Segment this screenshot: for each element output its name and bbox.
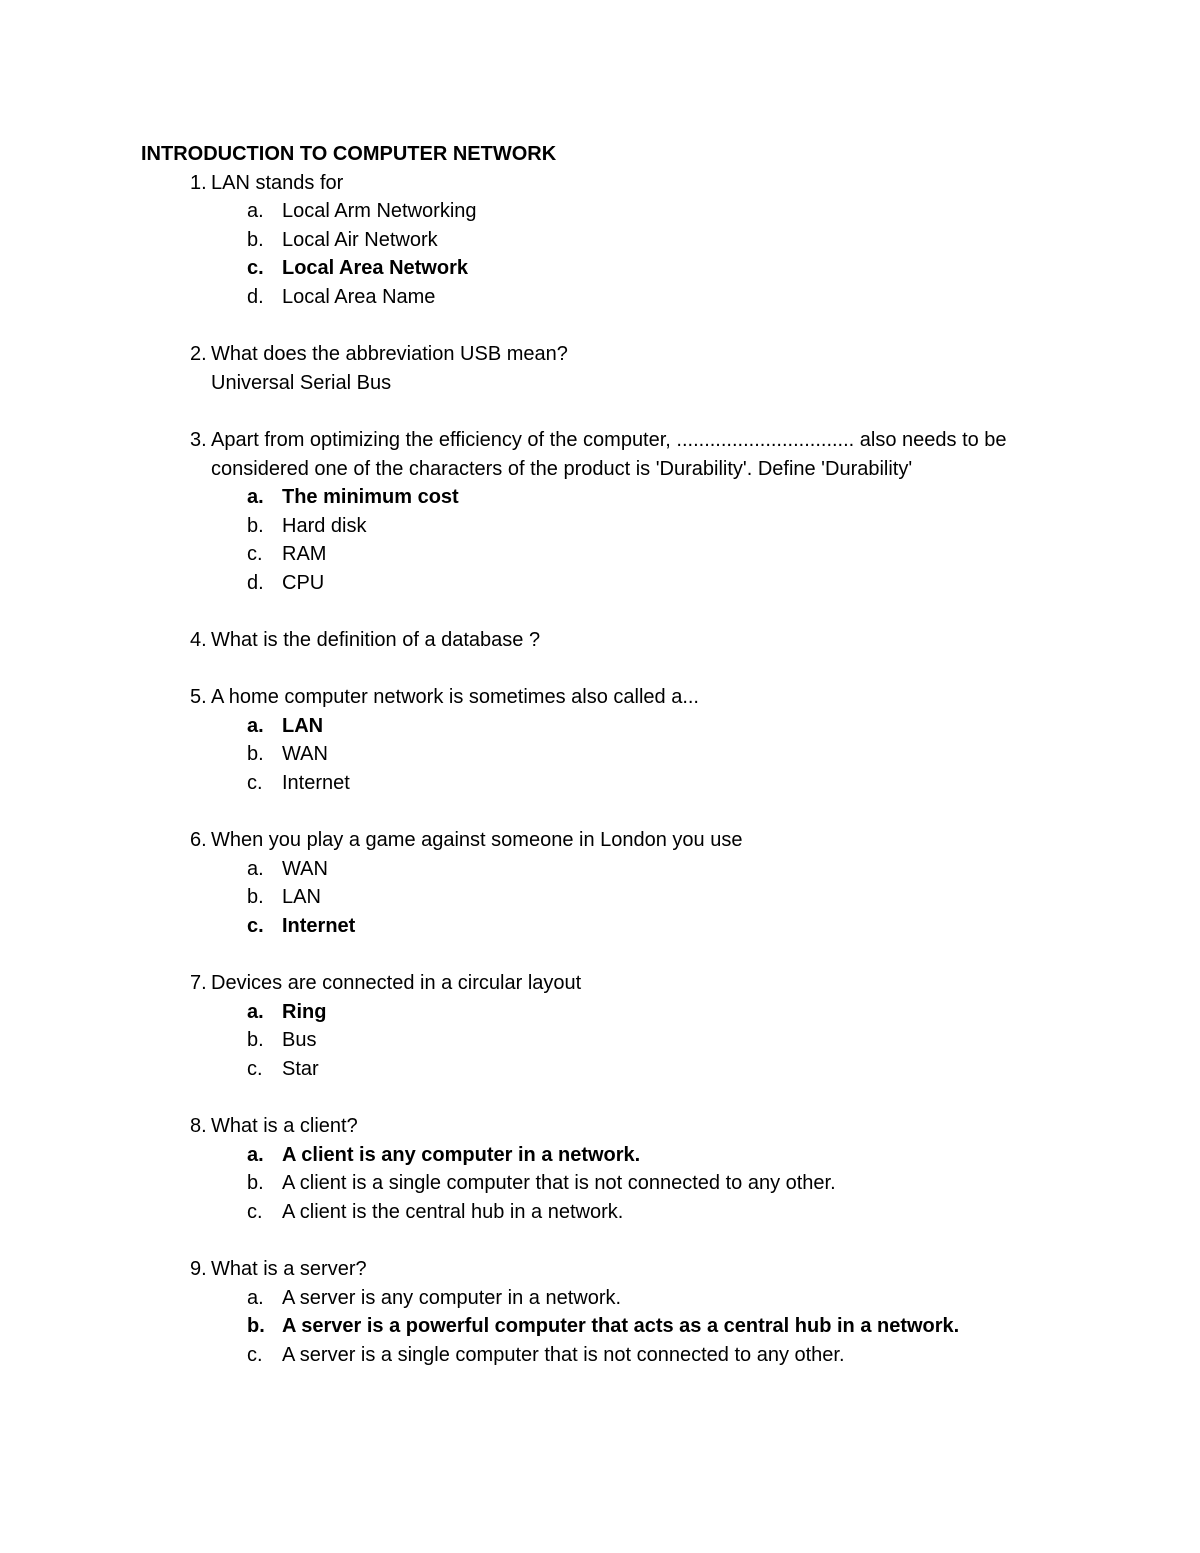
option-text: A server is a single computer that is not connected to any other. — [282, 1343, 845, 1366]
question-number-cell — [141, 340, 211, 369]
option-letter: c. — [247, 1058, 263, 1080]
question-row — [141, 826, 1061, 855]
option-letter: a. — [247, 714, 264, 737]
question-number: 8. — [190, 1115, 207, 1138]
option-correct — [141, 712, 1061, 741]
option-list — [141, 855, 1061, 941]
question-1 — [141, 169, 1061, 312]
option-letter: b. — [247, 1029, 264, 1052]
question-number-cell — [141, 626, 211, 655]
option-letter: c. — [247, 257, 264, 280]
option-correct — [141, 254, 1061, 283]
option-letter: a. — [247, 1000, 264, 1023]
option — [141, 1341, 1061, 1370]
question-row — [141, 683, 1061, 712]
option — [141, 512, 1061, 541]
question-number: 5. — [190, 686, 207, 709]
option-text: RAM — [282, 543, 327, 566]
option-letter: a. — [247, 1286, 264, 1309]
question-number-cell — [141, 683, 211, 712]
option-correct — [141, 998, 1061, 1027]
option-letter: a. — [247, 200, 264, 223]
option — [141, 197, 1061, 226]
option-text: Local Area Name — [282, 285, 436, 308]
option-letter: a. — [247, 1143, 264, 1166]
document-title: INTRODUCTION TO COMPUTER NETWORK — [141, 143, 557, 165]
question-3 — [141, 426, 1061, 598]
option-letter: c. — [247, 915, 264, 938]
option-letter: b. — [247, 743, 264, 766]
question-number-cell — [141, 426, 211, 483]
question-row — [141, 426, 1061, 483]
question-number: 2. — [190, 343, 207, 366]
option — [141, 226, 1061, 255]
option — [141, 1055, 1061, 1084]
option-letter: b. — [247, 228, 264, 251]
question-8 — [141, 1112, 1061, 1226]
option-letter: c. — [247, 543, 263, 566]
question-number-cell — [141, 1255, 211, 1284]
option-letter: a. — [247, 857, 264, 880]
option-text: Local Air Network — [282, 228, 438, 251]
question-row — [141, 1112, 1061, 1141]
option-list — [141, 712, 1061, 798]
question-text: LAN stands for — [211, 171, 344, 194]
option-letter: d. — [247, 571, 264, 594]
question-text: What is a client? — [211, 1115, 358, 1138]
option — [141, 883, 1061, 912]
option — [141, 1284, 1061, 1313]
question-number: 6. — [190, 829, 207, 852]
option-letter: b. — [247, 514, 264, 537]
question-row — [141, 340, 1061, 369]
question-text: When you play a game against someone in London you use — [211, 829, 743, 852]
document-body — [141, 140, 1061, 1398]
question-number: 9. — [190, 1258, 207, 1281]
question-number-cell — [141, 169, 211, 198]
option-letter: a. — [247, 486, 264, 509]
option-text: LAN — [282, 714, 324, 737]
question-9 — [141, 1255, 1061, 1369]
question-row — [141, 626, 1061, 655]
option-list — [141, 197, 1061, 311]
question-number: 3. — [190, 428, 207, 451]
question-text: What does the abbreviation USB mean? — [211, 343, 568, 366]
question-answer: Universal Serial Bus — [211, 371, 392, 394]
option — [141, 855, 1061, 884]
option — [141, 283, 1061, 312]
option-correct — [141, 1312, 1061, 1341]
option-text: Internet — [282, 772, 350, 795]
option-text: Ring — [282, 1000, 327, 1023]
option-text: Internet — [282, 915, 356, 938]
option-text: Bus — [282, 1029, 317, 1052]
question-row — [141, 969, 1061, 998]
question-number: 7. — [190, 972, 207, 995]
option-text: WAN — [282, 743, 328, 766]
option-text: A client is any computer in a network. — [282, 1143, 641, 1166]
option — [141, 740, 1061, 769]
option-text: Local Area Network — [282, 257, 468, 280]
option — [141, 1198, 1061, 1227]
option-text: Local Arm Networking — [282, 200, 477, 223]
option-text: A client is the central hub in a network. — [282, 1200, 624, 1223]
option-text: Hard disk — [282, 514, 367, 537]
question-4 — [141, 626, 1061, 655]
option-letter: c. — [247, 1343, 263, 1366]
question-number-cell — [141, 1112, 211, 1141]
question-2 — [141, 340, 1061, 397]
option — [141, 540, 1061, 569]
option-list — [141, 483, 1061, 597]
option — [141, 1026, 1061, 1055]
option-text: WAN — [282, 857, 328, 880]
option-text: The minimum cost — [282, 486, 459, 509]
option-text: A server is any computer in a network. — [282, 1286, 622, 1309]
question-number: 1. — [190, 171, 207, 194]
option-list — [141, 1141, 1061, 1227]
option-letter: b. — [247, 1172, 264, 1195]
option-correct — [141, 912, 1061, 941]
question-text: A home computer network is sometimes also called a... — [211, 686, 699, 709]
option — [141, 769, 1061, 798]
option-correct — [141, 483, 1061, 512]
option-letter: b. — [247, 1315, 265, 1338]
option-text: A server is a powerful computer that acts as a central hub in a network. — [282, 1315, 960, 1338]
option — [141, 1169, 1061, 1198]
question-row — [141, 169, 1061, 198]
question-text: What is the definition of a database ? — [211, 629, 541, 652]
option-correct — [141, 1141, 1061, 1170]
question-number: 4. — [190, 629, 207, 652]
option — [141, 569, 1061, 598]
option-letter: d. — [247, 285, 264, 308]
option-letter: b. — [247, 886, 264, 909]
question-6 — [141, 826, 1061, 940]
question-number-cell — [141, 969, 211, 998]
option-letter: c. — [247, 1200, 263, 1223]
question-7 — [141, 969, 1061, 1083]
question-text: What is a server? — [211, 1258, 367, 1281]
question-row — [141, 1255, 1061, 1284]
option-text: A client is a single computer that is not connected to any other. — [282, 1172, 836, 1195]
option-letter: c. — [247, 772, 263, 795]
question-number-cell — [141, 826, 211, 855]
option-list — [141, 998, 1061, 1084]
option-list — [141, 1284, 1061, 1370]
option-text: CPU — [282, 571, 325, 594]
question-list — [141, 169, 1061, 1370]
option-text: LAN — [282, 886, 321, 909]
option-text: Star — [282, 1058, 319, 1080]
question-text: Apart from optimizing the efficiency of the computer, ................................ also needs to be considered one of the characters of the product is 'Durability'. Define 'Durability' — [211, 428, 1007, 480]
question-text: Devices are connected in a circular layout — [211, 972, 582, 995]
question-5 — [141, 683, 1061, 797]
